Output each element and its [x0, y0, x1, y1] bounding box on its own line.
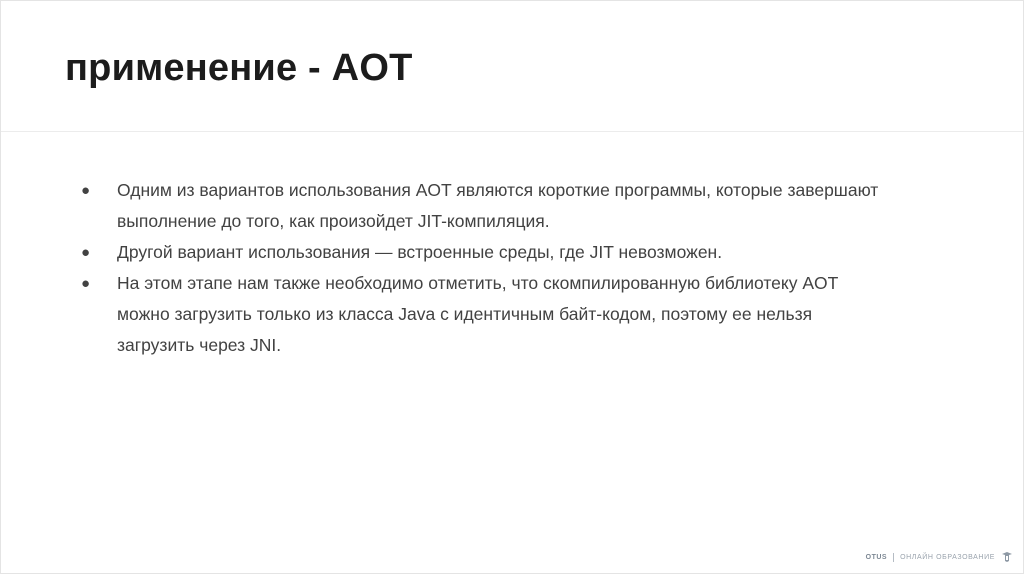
bullet-item [81, 268, 981, 361]
slide-title: применение - AOT [65, 47, 413, 89]
bullet-line: можно загрузить только из класса Java с идентичным байт-кодом, поэтому ее нельзя [117, 304, 813, 324]
bullet-dot-icon: ● [81, 182, 91, 199]
bullet-item [81, 237, 981, 268]
footer-branding [866, 551, 1013, 563]
bullet-line: Другой вариант использования — встроенные среды, где JIT невозможен. [117, 242, 723, 262]
bullet-line: загрузить через JNI. [117, 335, 282, 355]
bullet-dot-icon: ● [81, 244, 91, 261]
footer-brand: OTUS [865, 553, 888, 561]
bullet-list [81, 175, 981, 361]
footer-separator [893, 553, 894, 562]
otus-bird-icon [1001, 551, 1013, 563]
bullet-item [81, 175, 981, 237]
bullet-line: На этом этапе нам также необходимо отметить, что скомпилированную библиотеку AOT [117, 273, 839, 293]
bullet-dot-icon: ● [81, 275, 91, 292]
bullet-line: Одним из вариантов использования AOT являются короткие программы, которые завершают [117, 180, 879, 200]
footer-tagline: ОНЛАЙН ОБРАЗОВАНИЕ [900, 553, 995, 561]
bullet-line: выполнение до того, как произойдет JIT-компиляция. [117, 211, 550, 231]
title-divider [1, 131, 1023, 132]
